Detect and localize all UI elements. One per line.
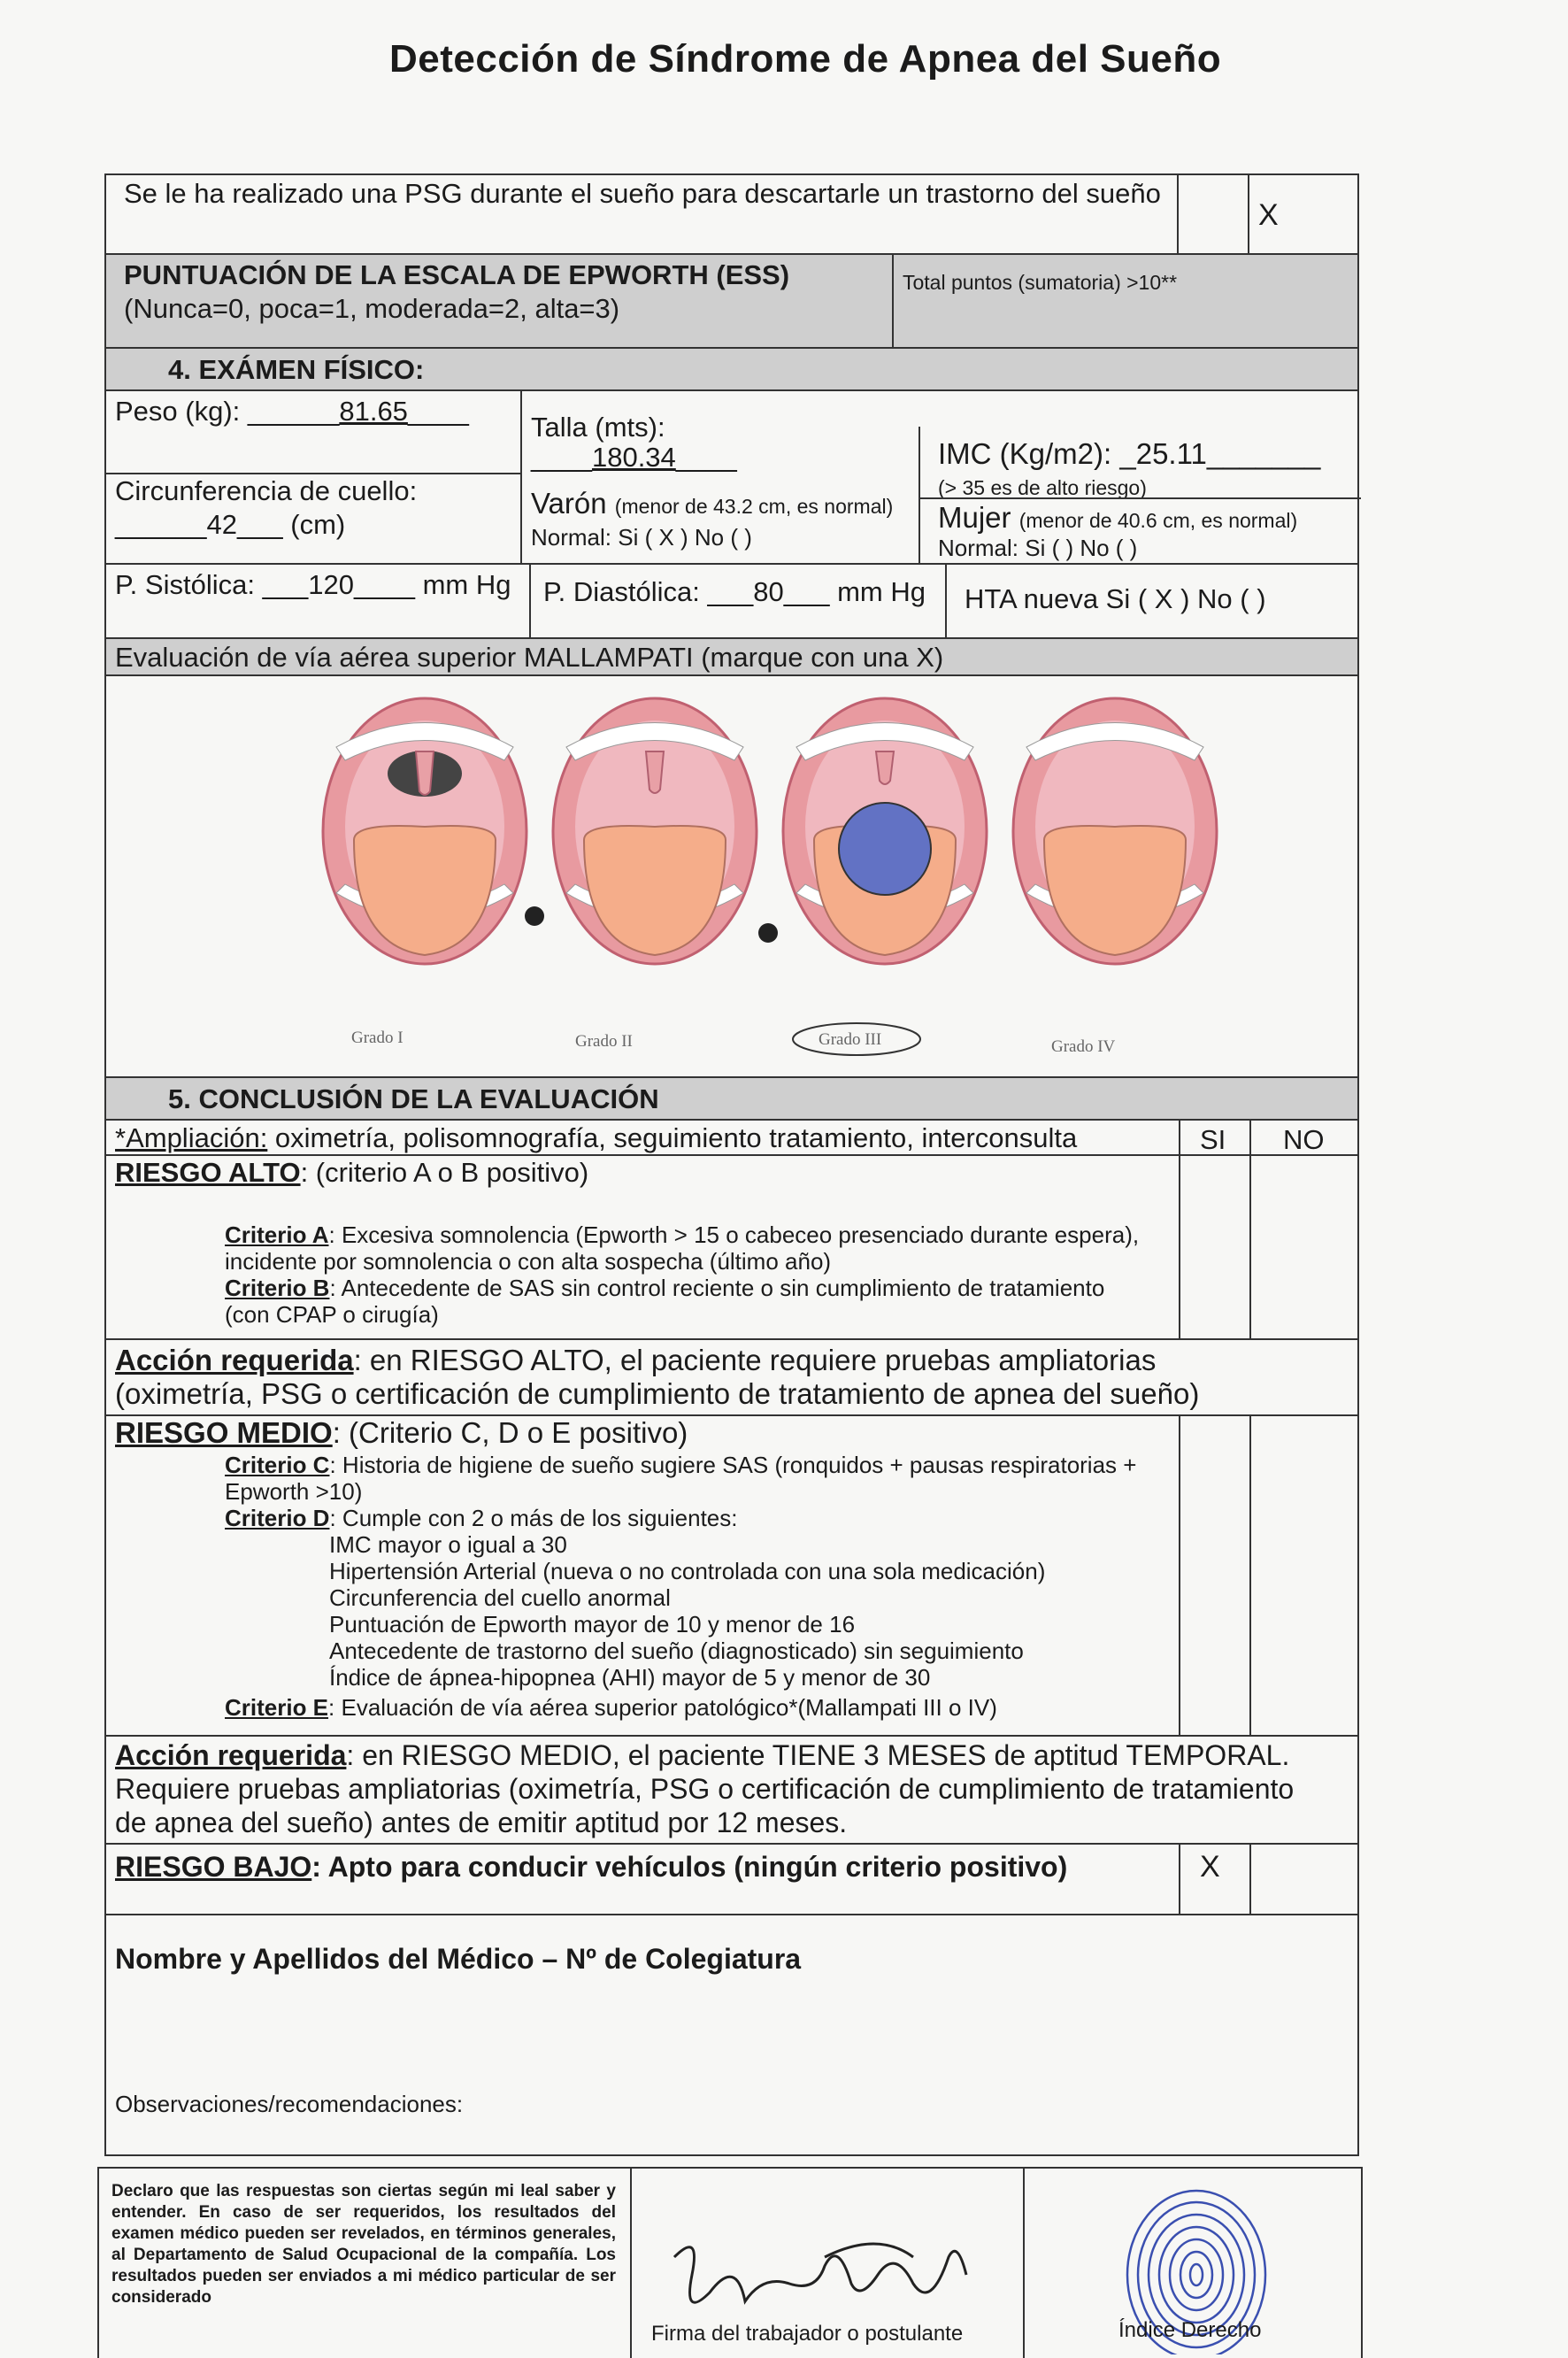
conclusion-heading: 5. CONCLUSIÓN DE LA EVALUACIÓN: [168, 1083, 659, 1114]
pressure-row: [106, 565, 1357, 639]
criterio-b-cont: (con CPAP o cirugía): [225, 1301, 439, 1328]
riesgo-bajo: RIESGO BAJO: Apto para conducir vehículos (ningún criterio positivo): [115, 1851, 1068, 1883]
mallampati-illustration: [106, 676, 1357, 1078]
col-si: SI: [1200, 1124, 1226, 1155]
epworth-heading: PUNTUACIÓN DE LA ESCALA DE EPWORTH (ESS): [124, 259, 790, 290]
grade-2-label: Grado II: [575, 1032, 633, 1051]
talla-field: ____180.34____: [531, 442, 737, 473]
imc-note: (> 35 es de alto riesgo): [938, 476, 1147, 499]
conclusion-heading-row: [106, 1078, 1357, 1121]
grade-4-label: Grado IV: [1051, 1037, 1116, 1056]
psg-question: Se le ha realizado una PSG durante el sueño para descartarle un trastorno del sueño: [124, 178, 1161, 209]
diastolica-field: P. Diastólica: ___80___ mm Hg: [543, 576, 926, 607]
accion-alto: Acción requerida: en RIESGO ALTO, el paciente requiere pruebas ampliatorias: [115, 1344, 1157, 1376]
declaration-footer: [97, 2167, 1363, 2358]
col-no: NO: [1283, 1124, 1325, 1155]
hta-field: HTA nueva Si ( X ) No ( ): [965, 583, 1266, 614]
exam-measures-row: [106, 391, 1357, 565]
indice-label: Índice Derecho: [1118, 2318, 1262, 2342]
accion-medio: Acción requerida: en RIESGO MEDIO, el paciente TIENE 3 MESES de aptitud TEMPORAL.: [115, 1739, 1290, 1771]
apnea-form: [104, 173, 1359, 2156]
observaciones-label: Observaciones/recomendaciones:: [115, 2091, 464, 2117]
riesgo-medio-heading: RIESGO MEDIO: (Criterio C, D o E positivo): [115, 1416, 688, 1449]
ampliacion-text: *Ampliación: oximetría, polisomnografía, seguimiento tratamiento, interconsulta: [115, 1122, 1078, 1153]
criterio-b: Criterio B: Antecedente de SAS sin control reciente o sin cumplimiento de tratamiento: [225, 1275, 1105, 1301]
mujer-label: Mujer (menor de 40.6 cm, es normal): [938, 501, 1298, 534]
riesgo-alto-heading: RIESGO ALTO: (criterio A o B positivo): [115, 1157, 589, 1188]
varon-label: Varón (menor de 43.2 cm, es normal): [531, 487, 894, 520]
mouth-grade-1: [323, 698, 527, 964]
criterio-a-cont: incidente por somnolencia o con alta sospecha (último año): [225, 1248, 832, 1275]
criterio-a: Criterio A: Excesiva somnolencia (Epworth > 15 o cabeceo presenciado durante espera),: [225, 1221, 1140, 1248]
psg-row: [106, 175, 1357, 255]
talla-label: Talla (mts):: [531, 412, 665, 443]
mouth-grade-4: [1013, 698, 1217, 964]
psg-no-mark: X: [1258, 198, 1279, 232]
accion-medio-row: [106, 1737, 1357, 1845]
accion-medio-cont: Requiere pruebas ampliatorias (oximetría, PSG o certificación de cumplimiento de tratamiento: [115, 1773, 1295, 1805]
epworth-scale: (Nunca=0, poca=1, moderada=2, alta=3): [124, 293, 620, 324]
declaration-text: Declaro que las respuestas son ciertas según mi leal saber y entender. En caso de ser requeridos, los resultados del examen médico pueden ser revelados, en términos generales, al Departamento de Salud Ocupacional de la compañía. Los resultados pueden ser enviados a mi médico particular de ser considerado: [111, 2182, 616, 2307]
cuello-label: Circunferencia de cuello:: [115, 475, 418, 506]
grade-1-label: Grado I: [351, 1029, 404, 1047]
criterio-d-item: Puntuación de Epworth mayor de 10 y menor de 16: [329, 1611, 856, 1638]
mallampati-heading: Evaluación de vía aérea superior MALLAMPATI (marque con una X): [115, 642, 944, 673]
imc-field: IMC (Kg/m2): _25.11_______: [938, 437, 1321, 470]
criterio-d-item: Hipertensión Arterial (nueva o no controlada con una sola medicación): [329, 1558, 1046, 1584]
mujer-normal: Normal: Si ( ) No ( ): [938, 535, 1138, 561]
firma-label: Firma del trabajador o postulante: [651, 2322, 964, 2346]
criterio-d-item: IMC mayor o igual a 30: [329, 1531, 567, 1558]
criterio-c-cont: Epworth >10): [225, 1478, 363, 1505]
grade-3-label: Grado III: [819, 1030, 882, 1049]
cuello-field: ______42___ (cm): [115, 509, 346, 540]
criterio-d-item: Antecedente de trastorno del sueño (diagnosticado) sin seguimiento: [329, 1638, 1024, 1664]
sistolica-field: P. Sistólica: ___120____ mm Hg: [115, 569, 511, 600]
exam-heading: 4. EXÁMEN FÍSICO:: [168, 354, 425, 385]
riesgo-bajo-mark: X: [1200, 1850, 1220, 1884]
mouth-grade-3: [758, 698, 987, 964]
varon-normal: Normal: Si ( X ) No ( ): [531, 524, 752, 551]
exam-heading-row: [106, 349, 1357, 391]
riesgo-alto-row: [106, 1156, 1357, 1340]
criterio-e: Criterio E: Evaluación de vía aérea superior patológico*(Mallampati III o IV): [225, 1694, 997, 1721]
epworth-total: Total puntos (sumatoria) >10**: [903, 271, 1178, 294]
criterio-c: Criterio C: Historia de higiene de sueño sugiere SAS (ronquidos + pausas respiratorias +: [225, 1452, 1137, 1478]
riesgo-medio-row: [106, 1416, 1357, 1737]
ampliacion-row: [106, 1121, 1357, 1156]
epworth-row: [106, 255, 1357, 349]
mallampati-images-row: [106, 676, 1357, 1078]
criterio-d: Criterio D: Cumple con 2 o más de los siguientes:: [225, 1505, 738, 1531]
riesgo-bajo-row: [106, 1845, 1357, 1915]
accion-alto-row: [106, 1340, 1357, 1416]
accion-medio-cont2: de apnea del sueño) antes de emitir aptitud por 12 meses.: [115, 1807, 848, 1838]
peso-field: Peso (kg): ______81.65____: [115, 396, 469, 427]
accion-alto-cont: (oximetría, PSG o certificación de cumplimiento de tratamiento de apnea del sueño): [115, 1377, 1200, 1410]
mouth-grade-2: [525, 698, 757, 964]
mallampati-heading-row: [106, 639, 1357, 676]
criterio-d-item: Índice de ápnea-hipopnea (AHI) mayor de 5 y menor de 30: [329, 1664, 931, 1691]
medico-label: Nombre y Apellidos del Médico – Nº de Colegiatura: [115, 1943, 802, 1975]
page-title: Detección de Síndrome de Apnea del Sueño: [389, 37, 1222, 81]
criterio-d-item: Circunferencia del cuello anormal: [329, 1584, 671, 1611]
